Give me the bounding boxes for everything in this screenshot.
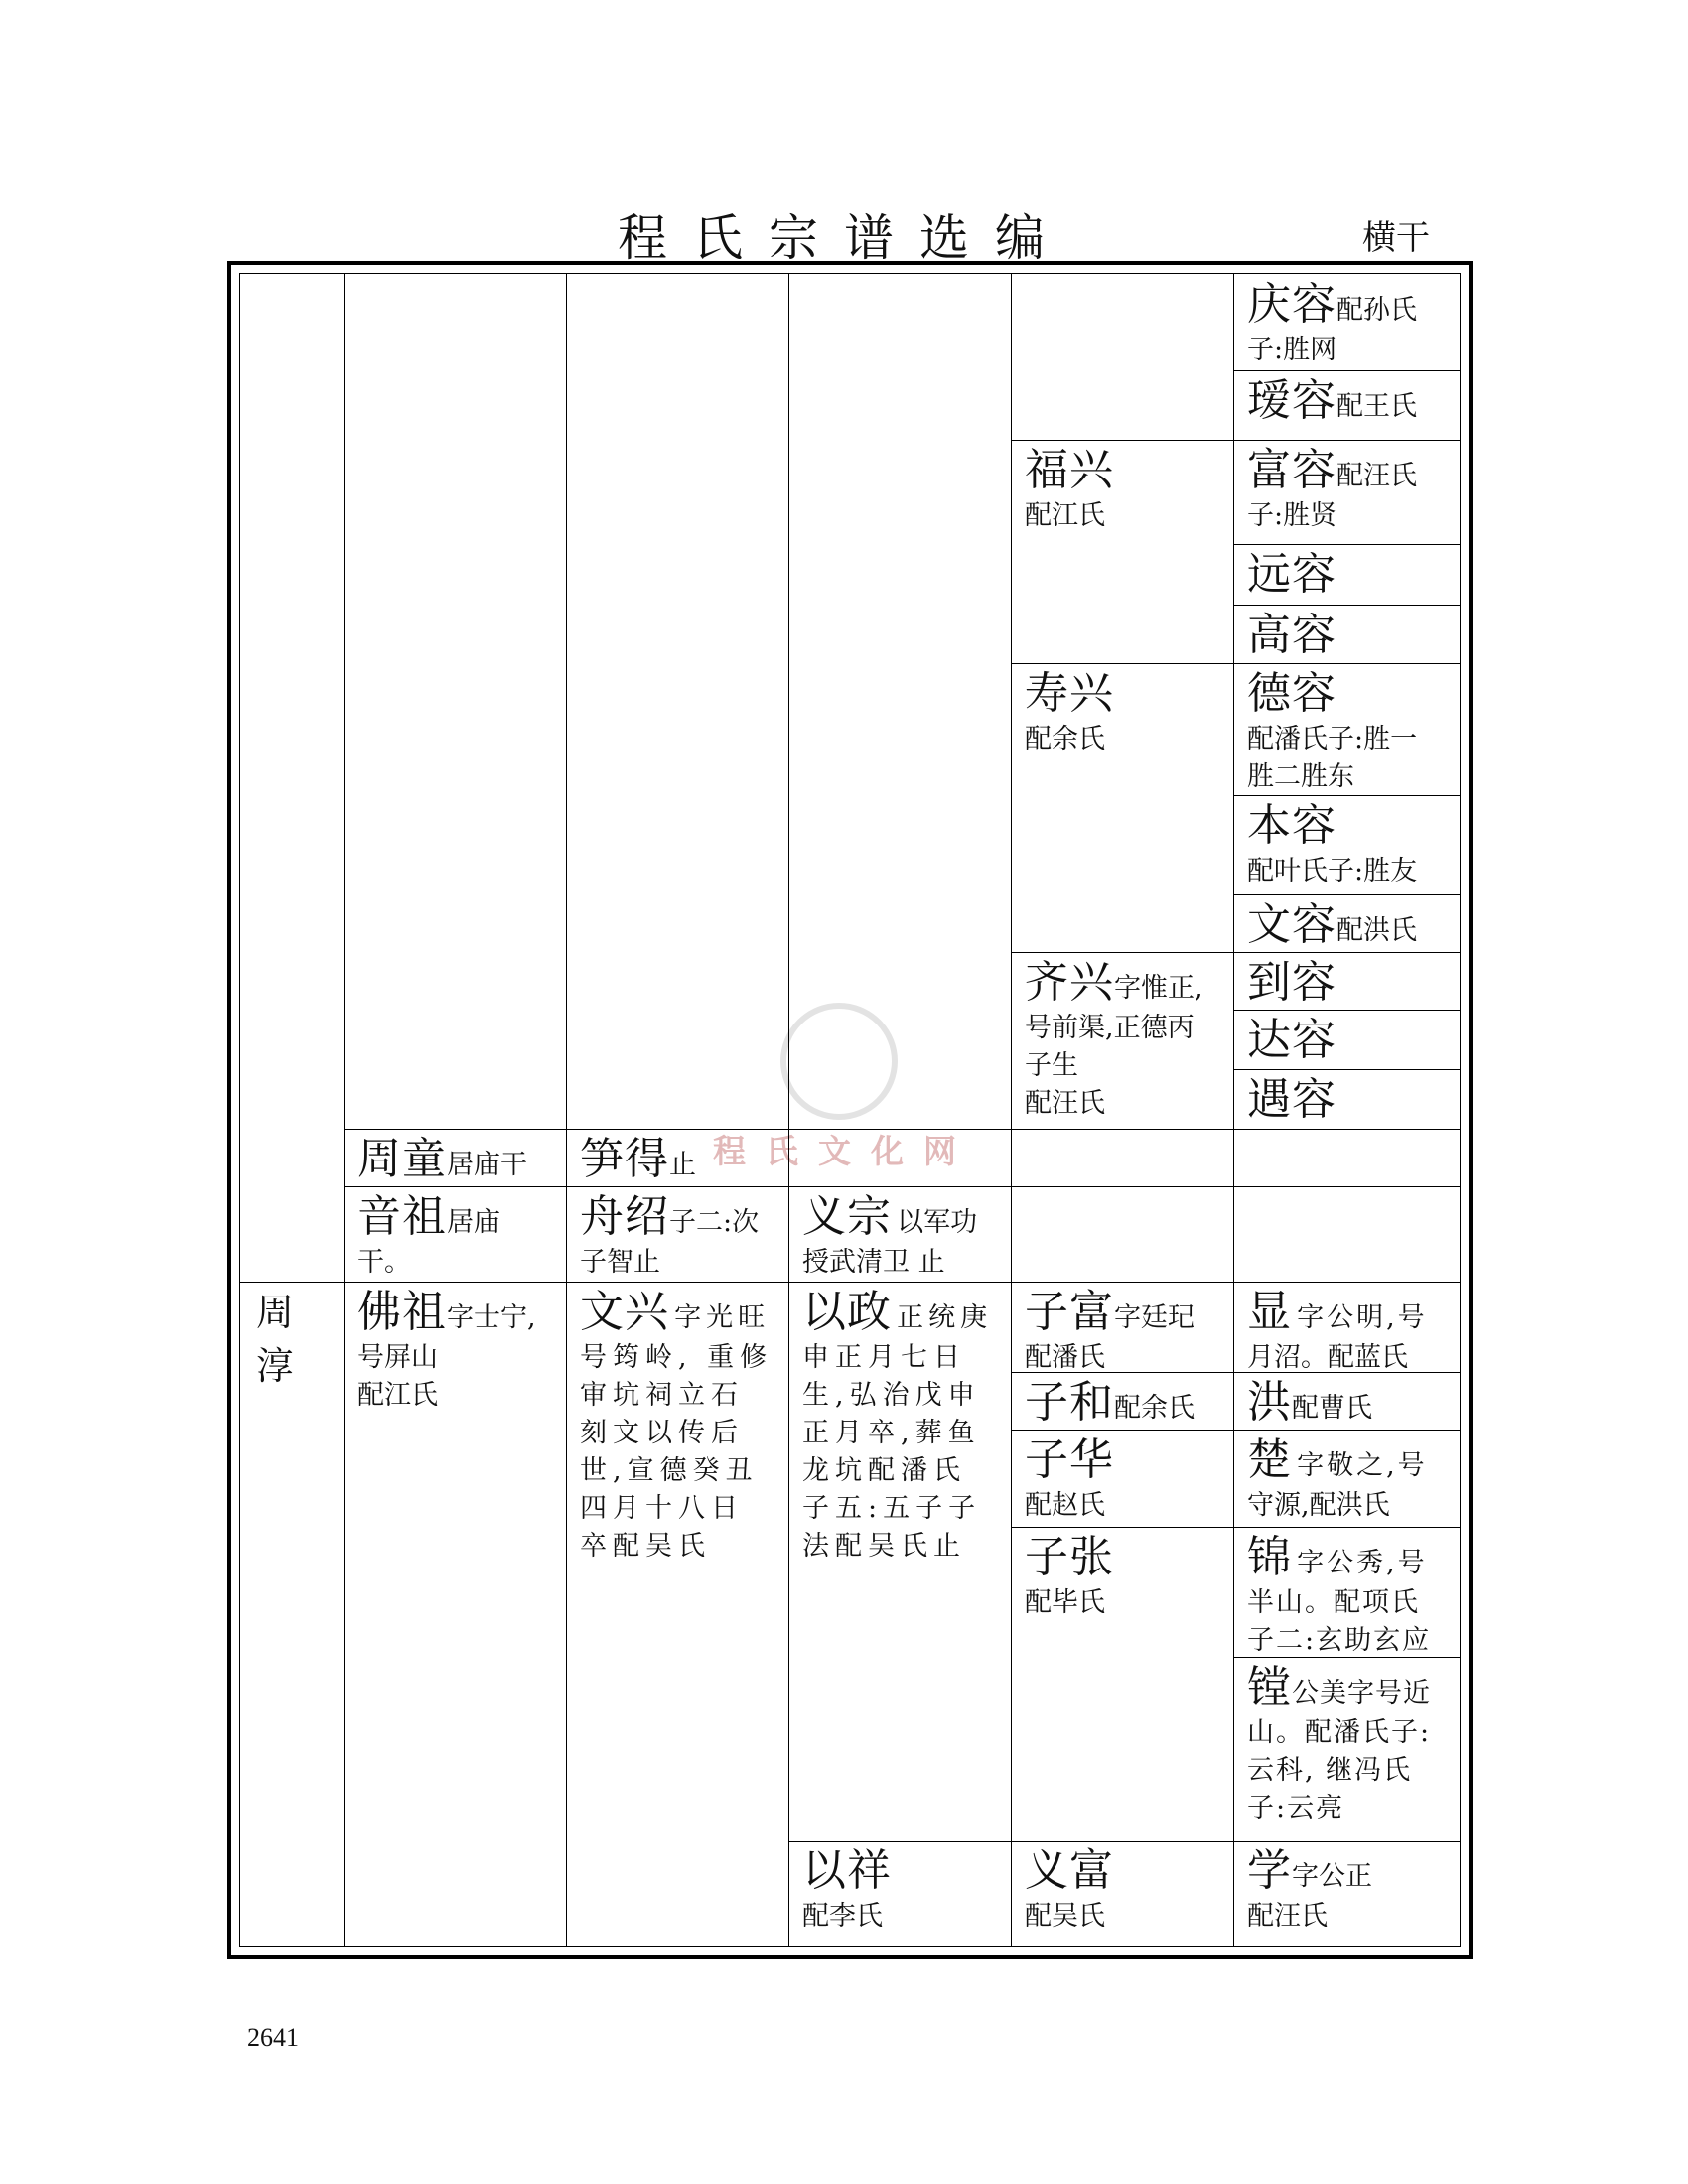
person-note: 字惟正, — [1114, 973, 1203, 1004]
person-name: 达容 — [1247, 1015, 1336, 1065]
person-name: 周淳 — [256, 1291, 296, 1388]
person-name: 锦 — [1247, 1532, 1292, 1582]
person-name: 义宗 — [802, 1191, 892, 1242]
person-name: 富容 — [1247, 445, 1336, 495]
person-name: 以政 — [802, 1287, 892, 1337]
person-cell — [1233, 1657, 1456, 1841]
person-note: 号前渠,正德丙子生 — [1025, 1013, 1195, 1081]
person-note: 守源,配洪氏 — [1247, 1490, 1390, 1521]
person-name: 远容 — [1247, 549, 1336, 600]
person-note: 配曹氏 — [1292, 1393, 1372, 1424]
person-note: 配余氏 — [1025, 724, 1105, 754]
person-name: 庆容 — [1247, 279, 1336, 330]
genealogy-table — [239, 273, 1461, 1947]
page-title: 程氏宗谱选编 — [618, 209, 1070, 267]
person-cell — [566, 1129, 788, 1186]
person-name: 齐兴 — [1025, 957, 1114, 1008]
person-cell — [1011, 1430, 1233, 1527]
person-cell — [1011, 1841, 1233, 1940]
person-cell — [1233, 605, 1456, 663]
person-name: 寿兴 — [1025, 668, 1114, 719]
person-cell — [788, 1841, 1011, 1940]
person-cell — [1011, 1527, 1233, 1841]
person-name: 音祖 — [357, 1191, 447, 1242]
person-note: 配江氏 — [1025, 500, 1105, 531]
person-name: 舟绍 — [580, 1191, 669, 1242]
person-cell — [344, 1129, 566, 1186]
person-note: 配叶氏子:胜友 — [1247, 856, 1418, 887]
person-name: 子华 — [1025, 1434, 1114, 1485]
branch-label: 横干 — [1362, 218, 1430, 258]
person-cell — [1233, 1372, 1456, 1430]
person-cell — [788, 1186, 1011, 1282]
person-name: 本容 — [1247, 800, 1336, 851]
person-cell — [1233, 1010, 1456, 1069]
person-name: 到容 — [1247, 957, 1336, 1008]
person-note: 字公明,号 — [1297, 1302, 1428, 1333]
person-cell — [1233, 440, 1456, 544]
person-name: 德容 — [1247, 668, 1336, 719]
person-note: 字廷玘 — [1114, 1302, 1195, 1333]
person-cell — [1233, 544, 1456, 605]
person-name: 学 — [1247, 1845, 1292, 1896]
person-note: 月沼。配蓝氏 — [1247, 1342, 1408, 1372]
person-cell — [788, 1282, 1011, 1841]
person-cell — [1233, 1430, 1456, 1527]
person-cell — [1011, 952, 1233, 1129]
person-note: 山。配潘氏子:云科, 继冯氏子:云亮 — [1247, 1717, 1432, 1824]
person-note: 配余氏 — [1114, 1393, 1195, 1424]
person-cell — [1233, 274, 1456, 370]
person-name: 义富 — [1025, 1845, 1114, 1896]
person-name: 以祥 — [802, 1845, 892, 1896]
person-note: 字光旺 — [674, 1302, 771, 1333]
person-cell — [1233, 1527, 1456, 1657]
person-note: 配李氏 — [802, 1901, 883, 1932]
person-cell — [344, 1282, 566, 1579]
person-name: 遇容 — [1247, 1074, 1336, 1125]
person-cell — [1233, 370, 1456, 440]
person-name: 佛祖 — [357, 1287, 447, 1337]
person-note: 子二:次 — [669, 1207, 760, 1238]
person-note: 子智止 — [580, 1247, 660, 1278]
person-cell — [1233, 1841, 1456, 1940]
person-cell — [240, 1282, 344, 1579]
person-note: 字公秀,号 — [1297, 1548, 1428, 1578]
person-cell — [566, 1186, 788, 1282]
col-divider — [344, 274, 345, 1946]
person-name: 周童 — [357, 1134, 447, 1184]
person-note: 配江氏 — [357, 1380, 438, 1411]
page-number: 2641 — [247, 2023, 299, 2052]
person-name: 显 — [1247, 1287, 1292, 1337]
person-note: 居庙干 — [447, 1150, 527, 1180]
person-cell — [1011, 440, 1233, 663]
person-note: 配汪氏 — [1025, 1088, 1105, 1119]
person-note: 字士宁, — [447, 1302, 536, 1333]
person-name: 福兴 — [1025, 445, 1114, 495]
person-note: 字敬之,号 — [1297, 1450, 1428, 1481]
person-cell — [1011, 663, 1233, 952]
person-cell — [1233, 1282, 1456, 1372]
person-name: 笋得 — [580, 1134, 669, 1184]
person-note: 公美字号近 — [1292, 1678, 1431, 1708]
person-note: 配王氏 — [1336, 391, 1417, 422]
person-note: 止 — [669, 1150, 696, 1180]
person-cell — [1011, 1372, 1233, 1430]
person-note: 以军功 — [897, 1207, 978, 1238]
person-note: 配孙氏 — [1336, 295, 1417, 326]
person-note: 号屏山 — [357, 1342, 438, 1373]
person-cell — [1233, 894, 1456, 952]
person-cell — [1233, 952, 1456, 1010]
person-name: 瑷容 — [1247, 375, 1336, 426]
person-note: 子:胜网 — [1247, 335, 1337, 365]
person-name: 洪 — [1247, 1377, 1292, 1428]
person-note: 配吴氏 — [1025, 1901, 1105, 1932]
person-cell — [1233, 663, 1456, 795]
person-note: 配潘氏 — [1025, 1342, 1105, 1372]
person-name: 子和 — [1025, 1377, 1114, 1428]
person-note: 居庙干。 — [357, 1207, 500, 1278]
person-name: 高容 — [1247, 610, 1336, 660]
person-note: 子:胜贤 — [1247, 500, 1337, 531]
person-note: 配汪氏 — [1247, 1901, 1328, 1932]
person-note: 配毕氏 — [1025, 1587, 1105, 1618]
person-cell — [344, 1186, 566, 1282]
person-name: 镗 — [1247, 1662, 1292, 1712]
person-cell — [566, 1282, 788, 1579]
person-name: 文容 — [1247, 899, 1336, 950]
person-cell — [1011, 1282, 1233, 1372]
person-name: 文兴 — [580, 1287, 669, 1337]
person-note: 半山。配项氏子二:玄助玄应 — [1247, 1587, 1432, 1656]
watermark-text: 程氏文化网 — [713, 1132, 976, 1170]
person-name: 子张 — [1025, 1532, 1114, 1582]
person-note: 申正月七日生,弘治戊申正月卒,葬鱼龙坑配潘氏子五:五子子法配吴氏止 — [802, 1342, 982, 1562]
person-note: 字公正 — [1292, 1861, 1372, 1892]
person-note: 配潘氏子:胜一胜二胜东 — [1247, 724, 1418, 792]
person-cell — [1233, 1069, 1456, 1129]
genealogy-table-frame — [227, 261, 1473, 1959]
person-cell — [1233, 795, 1456, 894]
person-note: 配汪氏 — [1336, 461, 1417, 491]
person-note: 配洪氏 — [1336, 915, 1417, 946]
person-name: 子富 — [1025, 1287, 1114, 1337]
person-note: 配赵氏 — [1025, 1490, 1105, 1521]
person-name: 楚 — [1247, 1434, 1292, 1485]
person-note: 授武清卫 止 — [802, 1247, 945, 1278]
col-divider — [566, 274, 567, 1946]
person-note: 号筠岭, 重修审坑祠立石刻文以传后世,宣德癸丑四月十八日卒配吴氏 — [580, 1342, 774, 1562]
person-note: 正统庚 — [897, 1302, 993, 1333]
